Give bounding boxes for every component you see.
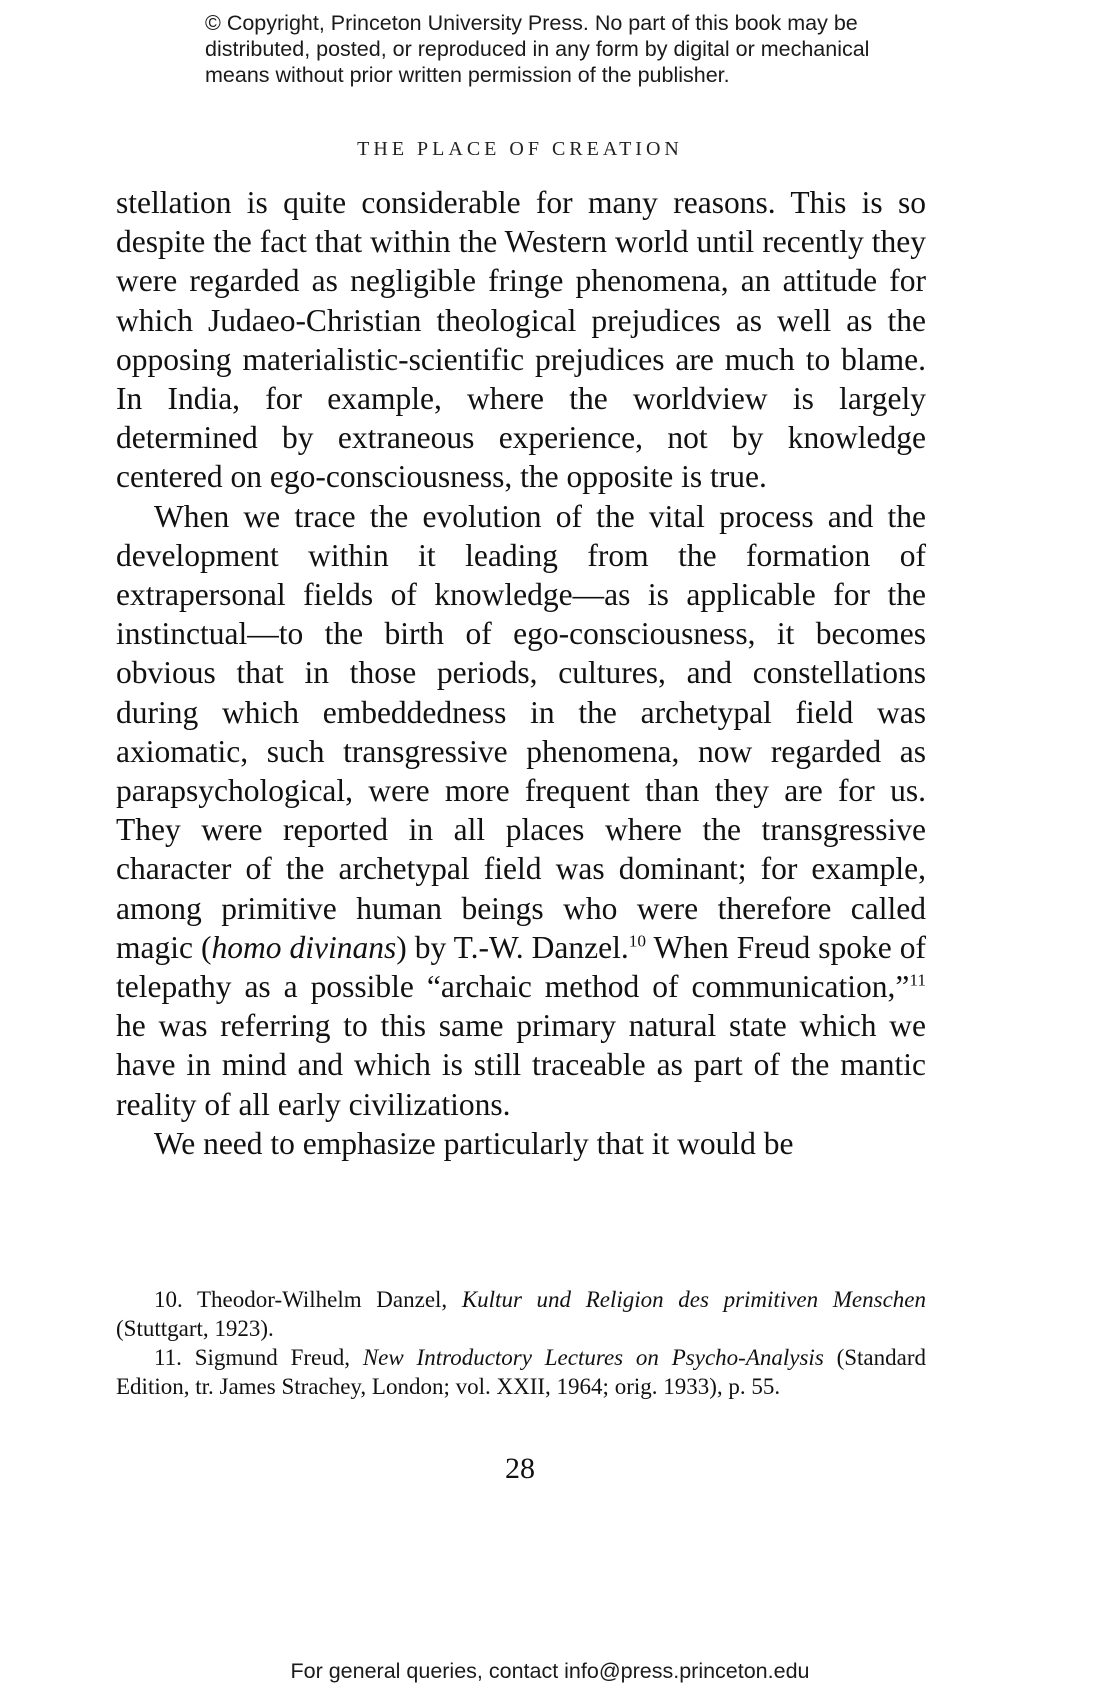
footnote-10 [116,1285,926,1343]
footnotes [116,1285,926,1401]
copyright-line: distributed, posted, or reproduced in any form by digital or mechanical [205,37,870,61]
footnote-text: (Standard Edition, tr. James Strachey, London; vol. XXII, 1964; orig. 1933), p. 55. [116,1345,927,1399]
footnote-text: (Stuttgart, 1923). [116,1316,274,1341]
footnote-text: Sigmund Freud, [181,1345,363,1370]
footnote-text: Theodor-Wilhelm Danzel, [182,1287,462,1312]
paragraph [116,497,926,1124]
paragraph-text: When Freud spoke of telepathy as a possible “archaic method of communication,” [116,929,926,1005]
footnote-11 [116,1343,926,1401]
page-number: 28 [505,1452,535,1485]
body-text [116,183,926,1163]
italic-term: homo divinans [211,929,397,965]
paragraph-text: ) by T.-W. Danzel. [396,929,629,965]
copyright-line: © Copyright, Princeton University Press. No part of this book may be [205,11,858,35]
footnote-ref: 10 [628,931,647,951]
copyright-notice [0,10,1040,88]
footnote-title: Kultur und Religion des primitiven Menschen [461,1287,926,1312]
footnote-ref: 11 [909,970,926,990]
footnote-title: New Introductory Lectures on Psycho-Analysis [362,1345,824,1370]
paragraph-text: he was referring to this same primary natural state which we have in mind and which is still traceable as part of the mantic reality of all early civilizations. [116,1008,926,1122]
copyright-line: means without prior written permission of the publisher. [205,63,730,87]
footnote-number: 11. [154,1345,182,1370]
paragraph-continuation: stellation is quite considerable for many reasons. This is so despite the fact that within the Western world until recently they were regarded as negligible fringe phenomena, an attitude for which Judaeo-Christian theological prejudices as well as the opposing materialistic-scientific prejudices are much to blame. In India, for example, where the worldview is largely determined by extraneous experience, not by knowledge centered on ego-consciousness, the opposite is true. [116,185,926,495]
running-head: THE PLACE OF CREATION [357,138,683,160]
contact-footer: For general queries, contact info@press.princeton.edu [290,1659,810,1683]
footnote-number: 10. [154,1287,183,1312]
paragraph: We need to emphasize particularly that it would be [154,1125,794,1161]
paragraph-text: When we trace the evolution of the vital process and the development within it leading from the formation of extrapersonal fields of knowledge—as is applicable for the instinctual—to the birth of ego-consciousness, it becomes obvious that in those periods, cultures, and constellations during which embeddedness in the archetypal field was axiomatic, such transgressive phenomena, now regarded as parapsychological, were more frequent than they are for us. They were reported in all places where the transgressive character of the archetypal field was dominant; for example, among primitive human beings who were therefore called magic ( [116,498,926,965]
